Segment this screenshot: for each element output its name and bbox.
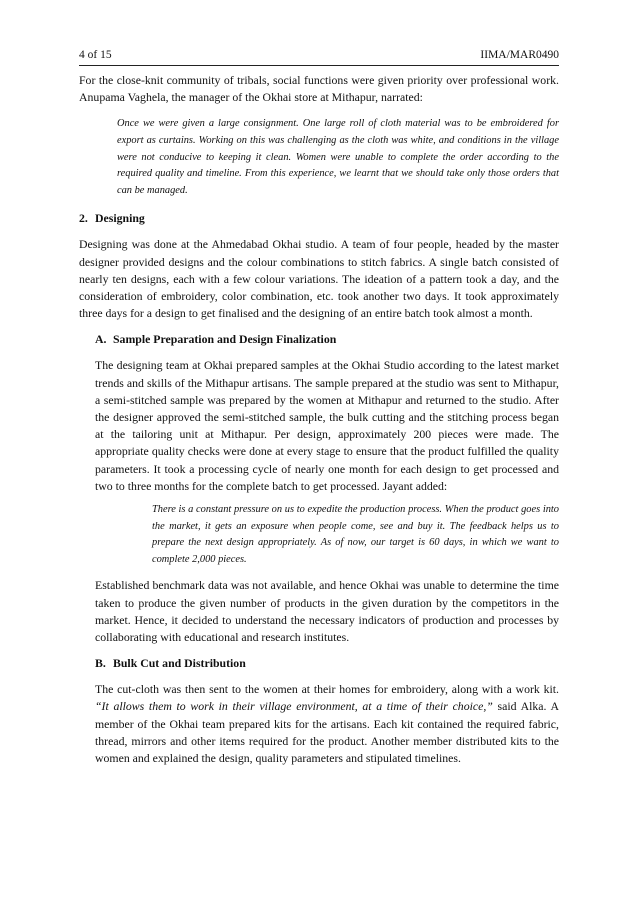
subsection-letter: B. [95, 656, 106, 671]
bulk-cut-text-start: The cut-cloth was then sent to the women at their homes for embroidery, along with a work kit. [95, 682, 559, 697]
subsection-letter: A. [95, 332, 107, 347]
page-header [79, 46, 559, 64]
benchmark-paragraph: Established benchmark data was not available, and hence Okhai was unable to determine the time taken to produce the given number of products in the given duration by the competitors in the market. Hence, it decided to understand the necessary indicators of production and processes by collaborating with educational and research institutes. [95, 578, 559, 644]
subsection-title: Sample Preparation and Design Finalization [113, 332, 337, 347]
jayant-quote: There is a constant pressure on us to expedite the production process. When the product goes into the market, it gets an exposure when people come, see and buy it. The feedback helps us to prepare the next design appropriately. As of now, our target is 60 days, in which we want to complete 2,000 pieces. [152, 504, 559, 565]
page-number: 4 of 15 [79, 49, 112, 61]
header-divider [79, 65, 559, 66]
section-number: 2. [79, 211, 88, 226]
sample-preparation-paragraph: The designing team at Okhai prepared samples at the Okhai Studio according to the latest market trends and skills of the Mithapur artisans. The sample prepared at the studio was sent to Mithapur, a semi-stitched sample was prepared by the women at Mithapur and returned to the studio. After the designer approved the semi-stitched sample, the bulk cutting and the stitching process began at the tailoring unit at Mithapur. Per design, approximately 200 pieces were made. The appropriate quality checks were done at every stage to ensure that the product fulfilled the quality parameters. It took a processing cycle of nearly one month for each design to get processed and two to three months for the complete batch to get processed. Jayant added: [95, 358, 559, 493]
subsection-title: Bulk Cut and Distribution [113, 656, 246, 671]
section-heading-designing [79, 210, 559, 227]
subsection-heading-bulk-cut [95, 655, 559, 672]
bulk-cut-paragraph [95, 681, 559, 767]
alka-inline-quote: “It allows them to work in their village environment, at a time of their choice,” [95, 699, 493, 714]
intro-quote: Once we were given a large consignment. One large roll of cloth material was to be embroidered for export as curtains. Working on this was challenging as the cloth was white, and conditions in the village were not conducive to keeping it clean. Women were unable to complete the order according to the required quality and timeline. From this experience, we learnt that we should take only those orders that can be managed. [117, 118, 559, 196]
bulk-cut-text-end: said Alka. A member of the Okhai team prepared kits for the artisans. Each kit contained the required fabric, thread, mirrors and other items required for the product. Another member distributed kits to the women and explained the design, quality parameters and stipulated timelines. [95, 699, 559, 766]
subsection-heading-sample-preparation [95, 331, 559, 348]
section-title: Designing [95, 211, 145, 226]
case-code: IIMA/MAR0490 [480, 49, 559, 61]
designing-paragraph: Designing was done at the Ahmedabad Okhai studio. A team of four people, headed by the master designer provided designs and the colour combinations to stitch fabrics. A single batch consisted of nearly ten designs, each with a few colour variations. The ideation of a pattern took a day, and the consideration of embroidery, color combination, etc. took another two days. It took approximately three days for a design to get finalised and the designing of an entire batch took almost a month. [79, 237, 559, 321]
document-body [79, 72, 559, 767]
intro-paragraph: For the close-knit community of tribals, social functions were given priority over professional work. Anupama Vaghela, the manager of the Okhai store at Mithapur, narrated: [79, 73, 559, 105]
